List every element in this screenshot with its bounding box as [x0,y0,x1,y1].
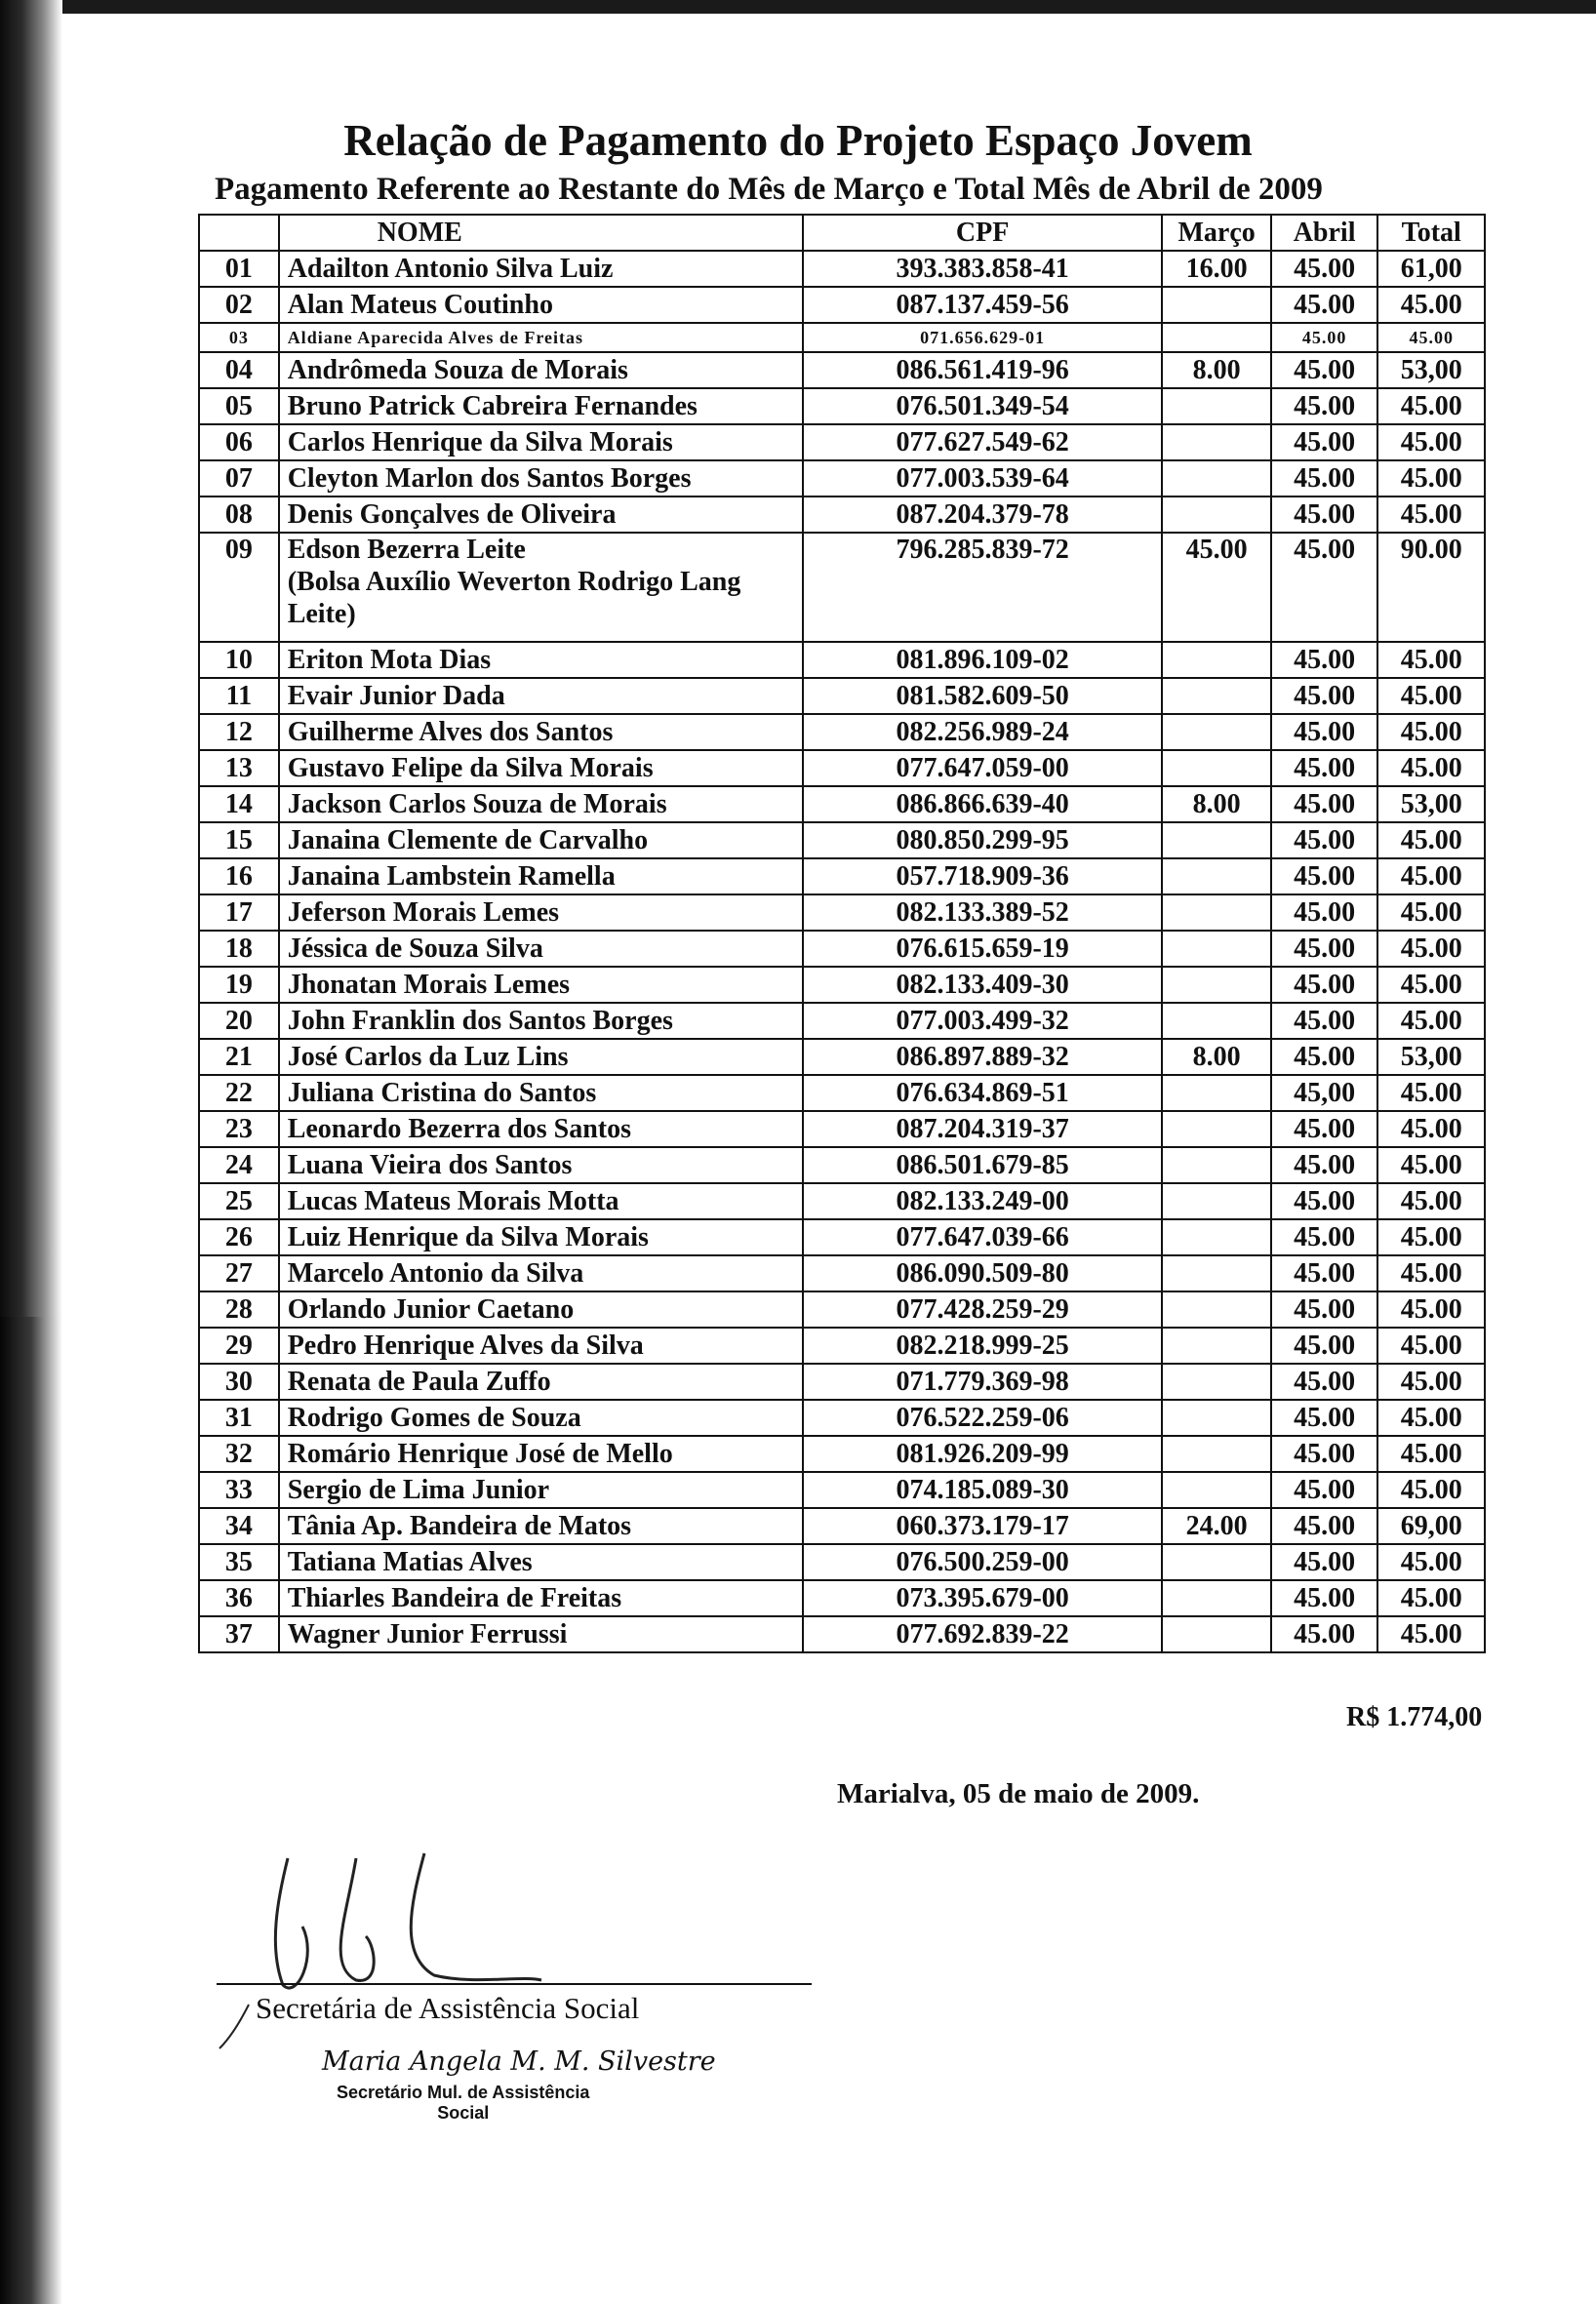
table-row [199,1255,1485,1291]
row-cpf: 076.634.869-51 [803,1075,1163,1111]
row-num: 27 [199,1255,279,1291]
table-row [199,931,1485,967]
row-num: 24 [199,1147,279,1183]
row-num: 01 [199,251,279,287]
row-marco [1162,1003,1270,1039]
row-marco [1162,1544,1270,1580]
row-cpf: 086.897.889-32 [803,1039,1163,1075]
table-row [199,822,1485,858]
row-total: 45.00 [1377,1003,1485,1039]
row-abril: 45,00 [1271,1075,1378,1111]
signatory-role-line2: Social [437,2103,490,2123]
row-cpf: 082.133.249-00 [803,1183,1163,1219]
row-nome: Jhonatan Morais Lemes [279,967,803,1003]
row-nome: Andrômeda Souza de Morais [279,352,803,388]
row-marco [1162,750,1270,786]
row-nome: José Carlos da Luz Lins [279,1039,803,1075]
row-num: 12 [199,714,279,750]
table-row [199,1616,1485,1652]
signatory-role-line1: Secretário Mul. de Assistência [337,2083,590,2102]
row-marco: 8.00 [1162,1039,1270,1075]
row-nome: Leonardo Bezerra dos Santos [279,1111,803,1147]
row-nome: Tatiana Matias Alves [279,1544,803,1580]
row-total: 45.00 [1377,822,1485,858]
row-cpf: 081.582.609-50 [803,678,1163,714]
row-nome: Jéssica de Souza Silva [279,931,803,967]
row-num: 32 [199,1436,279,1472]
row-total: 45.00 [1377,497,1485,533]
row-abril: 45.00 [1271,1255,1378,1291]
row-nome: Janaina Clemente de Carvalho [279,822,803,858]
row-nome: Luana Vieira dos Santos [279,1147,803,1183]
row-marco: 8.00 [1162,352,1270,388]
row-nome: Evair Junior Dada [279,678,803,714]
row-marco [1162,460,1270,497]
row-marco [1162,424,1270,460]
row-cpf: 796.285.839-72 [803,533,1163,642]
table-row [199,1219,1485,1255]
row-total: 45.00 [1377,1544,1485,1580]
row-marco [1162,931,1270,967]
row-abril: 45.00 [1271,1291,1378,1328]
row-nome: Romário Henrique José de Mello [279,1436,803,1472]
row-marco [1162,1111,1270,1147]
row-cpf: 086.866.639-40 [803,786,1163,822]
table-row [199,497,1485,533]
row-marco [1162,1580,1270,1616]
grand-total: R$ 1.774,00 [1346,1702,1483,1732]
table-row [199,967,1485,1003]
row-abril: 45.00 [1271,1328,1378,1364]
row-marco [1162,1472,1270,1508]
row-num: 08 [199,497,279,533]
row-abril: 45.00 [1271,750,1378,786]
row-nome: Jeferson Morais Lemes [279,894,803,931]
row-nome: Thiarles Bandeira de Freitas [279,1580,803,1616]
row-cpf: 077.003.499-32 [803,1003,1163,1039]
table-row [199,1075,1485,1111]
row-marco: 24.00 [1162,1508,1270,1544]
row-total: 45.00 [1377,1183,1485,1219]
table-row [199,323,1485,352]
scan-left-edge-lower [0,1317,62,2304]
row-nome: Juliana Cristina do Santos [279,1075,803,1111]
row-cpf: 073.395.679-00 [803,1580,1163,1616]
row-nome: Janaina Lambstein Ramella [279,858,803,894]
place-date: Marialva, 05 de maio de 2009. [837,1778,1200,1809]
row-marco [1162,967,1270,1003]
row-abril: 45.00 [1271,251,1378,287]
row-abril: 45.00 [1271,460,1378,497]
row-cpf: 077.647.039-66 [803,1219,1163,1255]
row-nome: Guilherme Alves dos Santos [279,714,803,750]
row-num: 31 [199,1400,279,1436]
row-nome: Sergio de Lima Junior [279,1472,803,1508]
signatory-name: Maria Angela M. M. Silvestre [322,2046,716,2077]
row-abril: 45.00 [1271,894,1378,931]
table-row [199,1472,1485,1508]
row-num: 16 [199,858,279,894]
row-total: 45.00 [1377,858,1485,894]
row-cpf: 077.627.549-62 [803,424,1163,460]
table-row [199,1003,1485,1039]
row-nome: Eriton Mota Dias [279,642,803,678]
table-body [199,251,1485,1652]
row-nome: Luiz Henrique da Silva Morais [279,1219,803,1255]
table-row [199,750,1485,786]
row-total: 45.00 [1377,1219,1485,1255]
document-subtitle: Pagamento Referente ao Restante do Mês de Março e Total Mês de Abril de 2009 [215,172,1323,207]
row-total: 45.00 [1377,931,1485,967]
table-row [199,251,1485,287]
row-total: 45.00 [1377,287,1485,323]
row-total: 45.00 [1377,894,1485,931]
row-cpf: 081.896.109-02 [803,642,1163,678]
row-num: 19 [199,967,279,1003]
row-num: 15 [199,822,279,858]
row-marco: 16.00 [1162,251,1270,287]
row-cpf: 082.256.989-24 [803,714,1163,750]
row-cpf: 071.656.629-01 [803,323,1163,352]
row-nome: Marcelo Antonio da Silva [279,1255,803,1291]
row-nome: Denis Gonçalves de Oliveira [279,497,803,533]
row-marco [1162,1400,1270,1436]
row-cpf: 077.428.259-29 [803,1291,1163,1328]
row-nome: Jackson Carlos Souza de Morais [279,786,803,822]
row-total: 45.00 [1377,1291,1485,1328]
row-total: 53,00 [1377,786,1485,822]
row-abril: 45.00 [1271,1219,1378,1255]
table-row [199,786,1485,822]
row-cpf: 076.615.659-19 [803,931,1163,967]
row-nome: Adailton Antonio Silva Luiz [279,251,803,287]
row-nome: Gustavo Felipe da Silva Morais [279,750,803,786]
row-abril: 45.00 [1271,1003,1378,1039]
row-cpf: 393.383.858-41 [803,251,1163,287]
row-total: 53,00 [1377,352,1485,388]
row-num: 28 [199,1291,279,1328]
row-marco [1162,714,1270,750]
row-cpf: 057.718.909-36 [803,858,1163,894]
payment-table [198,214,1486,1653]
row-marco: 8.00 [1162,786,1270,822]
row-marco [1162,388,1270,424]
row-marco [1162,1255,1270,1291]
row-cpf: 076.501.349-54 [803,388,1163,424]
row-cpf: 071.779.369-98 [803,1364,1163,1400]
row-marco [1162,1328,1270,1364]
table-row [199,352,1485,388]
row-nome: Wagner Junior Ferrussi [279,1616,803,1652]
table-row [199,424,1485,460]
row-num: 17 [199,894,279,931]
row-abril: 45.00 [1271,323,1378,352]
row-num: 36 [199,1580,279,1616]
row-marco [1162,1183,1270,1219]
row-nome-main: Edson Bezerra Leite [287,535,526,565]
row-cpf: 082.133.389-52 [803,894,1163,931]
row-marco [1162,1075,1270,1111]
row-abril: 45.00 [1271,967,1378,1003]
row-cpf: 087.137.459-56 [803,287,1163,323]
row-nome: Bruno Patrick Cabreira Fernandes [279,388,803,424]
row-num: 22 [199,1075,279,1111]
row-total: 90.00 [1377,533,1485,642]
row-nome: Lucas Mateus Morais Motta [279,1183,803,1219]
row-marco [1162,1219,1270,1255]
row-total: 69,00 [1377,1508,1485,1544]
table-row [199,1544,1485,1580]
row-num: 11 [199,678,279,714]
row-nome [279,533,803,642]
row-abril: 45.00 [1271,1364,1378,1400]
row-total: 45.00 [1377,1472,1485,1508]
row-total: 45.00 [1377,967,1485,1003]
row-abril: 45.00 [1271,287,1378,323]
row-num: 23 [199,1111,279,1147]
table-row [199,894,1485,931]
document-title: Relação de Pagamento do Projeto Espaço Jovem [343,116,1253,165]
row-abril: 45.00 [1271,1400,1378,1436]
row-num: 05 [199,388,279,424]
row-marco [1162,642,1270,678]
row-num: 21 [199,1039,279,1075]
row-total: 45.00 [1377,1400,1485,1436]
row-nome: Renata de Paula Zuffo [279,1364,803,1400]
signature-line [217,1983,812,1985]
table-row [199,1111,1485,1147]
row-abril: 45.00 [1271,497,1378,533]
row-nome: Cleyton Marlon dos Santos Borges [279,460,803,497]
header-marco: Março [1162,215,1270,251]
row-abril: 45.00 [1271,931,1378,967]
row-num: 25 [199,1183,279,1219]
row-abril: 45.00 [1271,1616,1378,1652]
row-nome: Rodrigo Gomes de Souza [279,1400,803,1436]
row-abril: 45.00 [1271,642,1378,678]
row-marco [1162,678,1270,714]
table-row [199,1508,1485,1544]
row-cpf: 086.501.679-85 [803,1147,1163,1183]
row-num: 34 [199,1508,279,1544]
table-row [199,1183,1485,1219]
row-abril: 45.00 [1271,714,1378,750]
row-total: 61,00 [1377,251,1485,287]
row-num: 02 [199,287,279,323]
row-abril: 45.00 [1271,1472,1378,1508]
row-total: 45.00 [1377,678,1485,714]
row-total: 45.00 [1377,388,1485,424]
row-marco [1162,497,1270,533]
table-row [199,1580,1485,1616]
table-row [199,714,1485,750]
row-num: 37 [199,1616,279,1652]
table-row [199,1328,1485,1364]
row-marco [1162,1364,1270,1400]
row-cpf: 074.185.089-30 [803,1472,1163,1508]
table-row [199,388,1485,424]
row-marco [1162,1616,1270,1652]
row-cpf: 077.647.059-00 [803,750,1163,786]
row-abril: 45.00 [1271,678,1378,714]
row-marco [1162,1436,1270,1472]
row-num: 03 [199,323,279,352]
row-abril: 45.00 [1271,352,1378,388]
row-num: 18 [199,931,279,967]
row-abril: 45.00 [1271,1147,1378,1183]
header-num [199,215,279,251]
row-abril: 45.00 [1271,1039,1378,1075]
table-row [199,287,1485,323]
table-row [199,858,1485,894]
row-abril: 45.00 [1271,424,1378,460]
row-total: 45.00 [1377,1364,1485,1400]
row-cpf: 082.218.999-25 [803,1328,1163,1364]
row-marco [1162,822,1270,858]
row-total: 45.00 [1377,1580,1485,1616]
table-row [199,1364,1485,1400]
row-cpf: 087.204.319-37 [803,1111,1163,1147]
row-num: 04 [199,352,279,388]
row-nome: Tânia Ap. Bandeira de Matos [279,1508,803,1544]
header-total: Total [1377,215,1485,251]
row-cpf: 087.204.379-78 [803,497,1163,533]
row-cpf: 086.090.509-80 [803,1255,1163,1291]
row-total: 45.00 [1377,1328,1485,1364]
table-row [199,1436,1485,1472]
row-cpf: 077.692.839-22 [803,1616,1163,1652]
row-num: 14 [199,786,279,822]
row-nome: Orlando Junior Caetano [279,1291,803,1328]
row-num: 10 [199,642,279,678]
row-total: 45.00 [1377,424,1485,460]
table-row [199,642,1485,678]
table-row [199,678,1485,714]
row-marco [1162,1147,1270,1183]
row-total: 45.00 [1377,714,1485,750]
row-abril: 45.00 [1271,1544,1378,1580]
table-row [199,460,1485,497]
row-marco [1162,858,1270,894]
row-cpf: 080.850.299-95 [803,822,1163,858]
header-nome: NOME [279,215,803,251]
row-total: 45.00 [1377,460,1485,497]
row-total: 45.00 [1377,642,1485,678]
header-abril: Abril [1271,215,1378,251]
row-abril: 45.00 [1271,786,1378,822]
row-abril: 45.00 [1271,822,1378,858]
row-total: 45.00 [1377,1255,1485,1291]
row-total: 45.00 [1377,750,1485,786]
row-marco: 45.00 [1162,533,1270,642]
row-nome: Pedro Henrique Alves da Silva [279,1328,803,1364]
row-total: 53,00 [1377,1039,1485,1075]
row-nome: Aldiane Aparecida Alves de Freitas [279,323,803,352]
row-num: 09 [199,533,279,642]
row-cpf: 081.926.209-99 [803,1436,1163,1472]
row-cpf: 060.373.179-17 [803,1508,1163,1544]
table-row [199,533,1485,642]
row-cpf: 076.500.259-00 [803,1544,1163,1580]
row-marco [1162,323,1270,352]
row-nome: Alan Mateus Coutinho [279,287,803,323]
row-abril: 45.00 [1271,858,1378,894]
row-num: 06 [199,424,279,460]
row-total: 45.00 [1377,1147,1485,1183]
signatory-role [337,2083,589,2124]
row-abril: 45.00 [1271,533,1378,642]
header-cpf: CPF [803,215,1163,251]
row-total: 45.00 [1377,1436,1485,1472]
signature-title: Secretária de Assistência Social [256,1991,640,2025]
row-marco [1162,287,1270,323]
row-abril: 45.00 [1271,1508,1378,1544]
row-abril: 45.00 [1271,1436,1378,1472]
row-total: 45.00 [1377,1111,1485,1147]
row-abril: 45.00 [1271,388,1378,424]
table-row [199,1400,1485,1436]
table-header-row [199,215,1485,251]
table-row [199,1039,1485,1075]
row-cpf: 082.133.409-30 [803,967,1163,1003]
scan-top-edge [0,0,1596,14]
table-row [199,1147,1485,1183]
row-num: 20 [199,1003,279,1039]
table-row [199,1291,1485,1328]
row-marco [1162,1291,1270,1328]
row-total: 45.00 [1377,323,1485,352]
row-total: 45.00 [1377,1616,1485,1652]
row-marco [1162,894,1270,931]
row-num: 29 [199,1328,279,1364]
row-abril: 45.00 [1271,1111,1378,1147]
row-num: 30 [199,1364,279,1400]
row-nome: Carlos Henrique da Silva Morais [279,424,803,460]
row-num: 35 [199,1544,279,1580]
row-abril: 45.00 [1271,1183,1378,1219]
row-abril: 45.00 [1271,1580,1378,1616]
row-cpf: 086.561.419-96 [803,352,1163,388]
row-num: 13 [199,750,279,786]
row-num: 33 [199,1472,279,1508]
row-total: 45.00 [1377,1075,1485,1111]
row-cpf: 077.003.539-64 [803,460,1163,497]
row-cpf: 076.522.259-06 [803,1400,1163,1436]
row-nome-extra: (Bolsa Auxílio Weverton Rodrigo Lang Leite) [287,567,741,629]
row-num: 07 [199,460,279,497]
row-num: 26 [199,1219,279,1255]
row-nome: John Franklin dos Santos Borges [279,1003,803,1039]
